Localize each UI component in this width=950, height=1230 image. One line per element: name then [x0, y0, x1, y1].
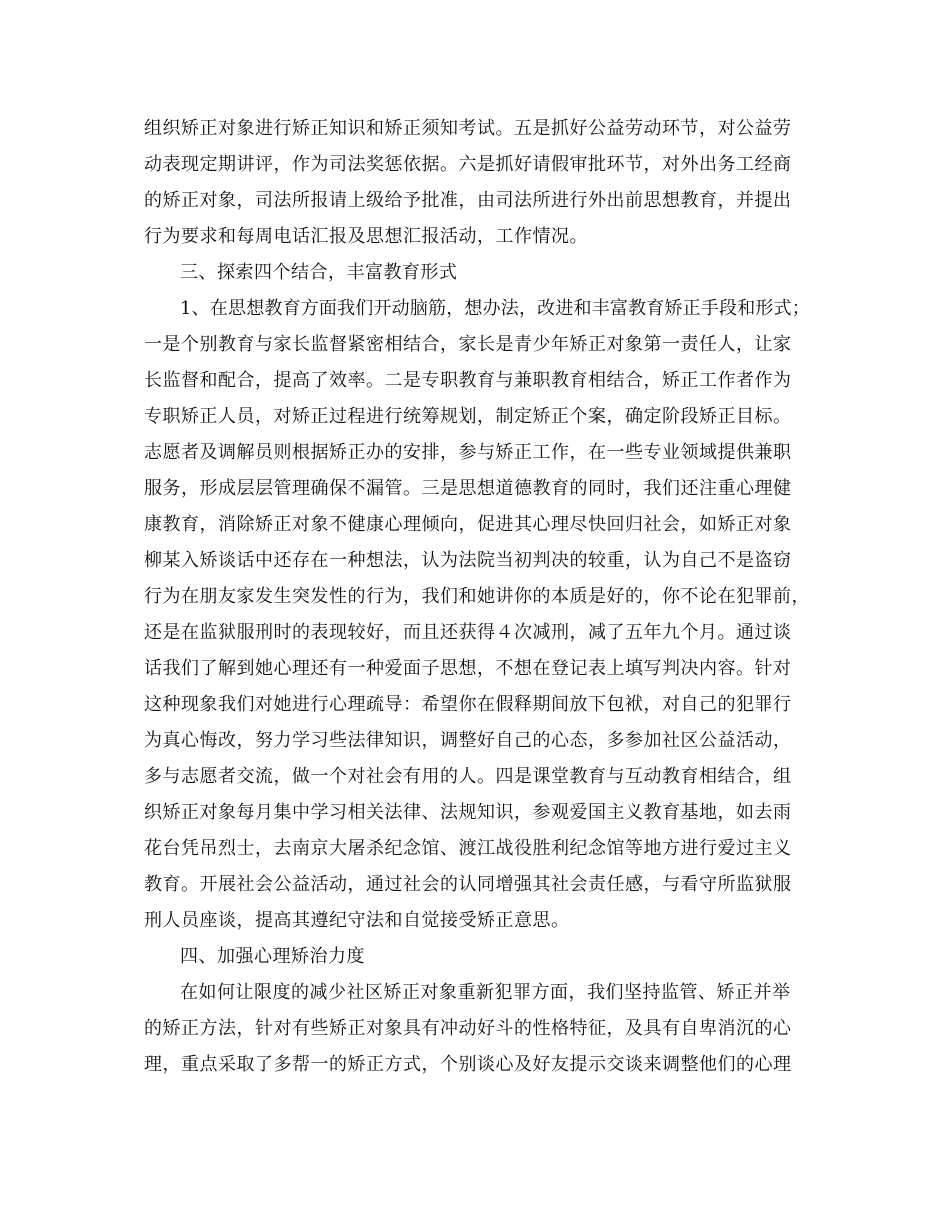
text-line: 柳某入矫谈话中还存在一种想法，认为法院当初判决的较重，认为自己不是盗窃	[144, 550, 792, 571]
text-line: 组织矫正对象进行矫正知识和矫正须知考试。五是抓好公益劳动环节，对公益劳	[144, 118, 792, 139]
text-line: 行为要求和每周电话汇报及思想汇报活动，工作情况。	[144, 226, 588, 247]
text-line: 专职矫正人员，对矫正过程进行统筹规划，制定矫正个案，确定阶段矫正目标。	[144, 406, 792, 427]
text-line: 一是个别教育与家长监督紧密相结合，家长是青少年矫正对象第一责任人，让家	[144, 334, 792, 355]
text-line: 还是在监狱服刑时的表现较好，而且还获得４次减刑，减了五年九个月。通过谈	[144, 622, 792, 643]
section-heading: 三、探索四个结合，丰富教育形式	[180, 262, 458, 283]
text-line: 理，重点采取了多帮一的矫正方式，个别谈心及好友提示交谈来调整他们的心理	[144, 1054, 792, 1075]
text-line: 在如何让限度的减少社区矫正对象重新犯罪方面，我们坚持监管、矫正并举	[180, 982, 791, 1003]
text-line: 为真心悔改，努力学习些法律知识，调整好自己的心态，多参加社区公益活动，	[144, 730, 792, 751]
text-line: 织矫正对象每月集中学习相关法律、法规知识，参观爱国主义教育基地，如去雨	[144, 802, 792, 823]
text-line: 动表现定期讲评，作为司法奖惩依据。六是抓好请假审批环节，对外出务工经商	[144, 154, 792, 175]
text-line: 话我们了解到她心理还有一种爱面子思想，不想在登记表上填写判决内容。针对	[144, 658, 792, 679]
text-line: 这种现象我们对她进行心理疏导：希望你在假释期间放下包袱，对自己的犯罪行	[144, 694, 792, 715]
text-line: 长监督和配合，提高了效率。二是专职教育与兼职教育相结合，矫正工作者作为	[144, 370, 792, 391]
text-line: 花台凭吊烈士，去南京大屠杀纪念馆、渡江战役胜利纪念馆等地方进行爱过主义	[144, 838, 792, 859]
section-heading: 四、加强心理矫治力度	[180, 946, 365, 967]
text-line: 行为在朋友家发生突发性的行为，我们和她讲你的本质是好的，你不论在犯罪前，	[144, 586, 810, 607]
text-line: 的矫正对象，司法所报请上级给予批准，由司法所进行外出前思想教育，并提出	[144, 190, 792, 211]
text-line: 志愿者及调解员则根据矫正办的安排，参与矫正工作，在一些专业领域提供兼职	[144, 442, 792, 463]
text-line: 服务，形成层层管理确保不漏管。三是思想道德教育的同时，我们还注重心理健	[144, 478, 792, 499]
text-line: 刑人员座谈，提高其遵纪守法和自觉接受矫正意思。	[144, 910, 570, 931]
text-line: 教育。开展社会公益活动，通过社会的认同增强其社会责任感，与看守所监狱服	[144, 874, 792, 895]
text-line: 多与志愿者交流，做一个对社会有用的人。四是课堂教育与互动教育相结合，组	[144, 766, 792, 787]
text-line: 康教育，消除矫正对象不健康心理倾向，促进其心理尽快回归社会，如矫正对象	[144, 514, 792, 535]
text-line: 的矫正方法，针对有些矫正对象具有冲动好斗的性格特征，及具有自卑消沉的心	[144, 1018, 792, 1039]
text-line: 1、在思想教育方面我们开动脑筋，想办法，改进和丰富教育矫正手段和形式；	[180, 298, 810, 319]
